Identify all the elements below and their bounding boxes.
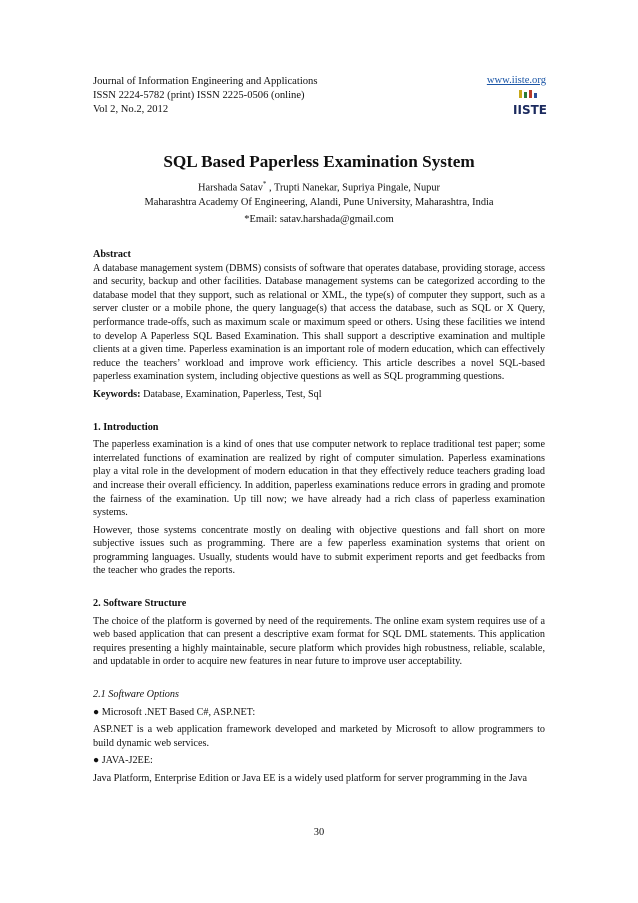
keywords-list: Database, Examination, Paperless, Test, Sql (140, 388, 322, 400)
keywords-label: Keywords: (93, 388, 141, 400)
svg-text:IISTE: IISTE (513, 103, 547, 117)
section-2-heading: 2. Software Structure (93, 598, 187, 610)
abstract-text: A database management system (DBMS) consists of software that operates database, providing storage, access and security, backup and other facilities. Database management systems can be categorized according to the database model that they support, such as relational or XML, the type(s) of computer they support, such as a server cluster or a mobile phone, the query language(s) that access the database, such as SQL or X Query, performance trade-offs, such as maximum scale or maximum speed or others. Using these facilities we intend to develop A Paperless SQL Based Examination. This shall support a descriptive examination and multiple clients at a given time. Paperless examination is an important role of modern education, which can effectively reduce the teachers’ workload and improve work efficiency. This article describes a novel SQL-based paperless examination system, including objective questions as well as SQL programming questions. (93, 262, 545, 383)
paper-body (93, 248, 545, 786)
abstract-heading: Abstract (93, 249, 131, 260)
page-number: 30 (313, 827, 325, 838)
journal-url-link[interactable]: www.iiste.org (486, 75, 546, 86)
author-rest: , Trupti Nanekar, Supriya Pingale, Nupur (266, 182, 441, 194)
subsection-2-1-paragraph-2: Java Platform, Enterprise Edition or Java EE is a widely used platform for server programming in the Java (93, 773, 527, 784)
subsection-2-1-paragraph-1: ASP.NET is a web application framework developed and marketed by Microsoft to allow programmers to build dynamic web services. (93, 724, 545, 749)
journal-issn: ISSN 2224-5782 (print) ISSN 2225-0506 (online) (93, 90, 305, 101)
section-1-paragraph-2: However, those systems concentrate mostly on dealing with objective questions and fall short on more subjective issues such as programming. There are a few paperless examination systems that orient on programming languages. Usually, students would have to submit experiment reports and get feedbacks from the teacher who grades the reports. (93, 524, 545, 577)
paper-title: SQL Based Paperless Examination System (163, 152, 475, 171)
affiliation: Maharashtra Academy Of Engineering, Alandi, Pune University, Maharashtra, India (144, 197, 494, 208)
subsection-2-1-heading: 2.1 Software Options (93, 689, 179, 701)
bullet-dotnet: ● Microsoft .NET Based C#, ASP.NET: (93, 706, 256, 718)
journal-header (93, 75, 317, 117)
section-1-heading: 1. Introduction (93, 421, 159, 433)
author-email: *Email: satav.harshada@gmail.com (244, 214, 394, 225)
author-first: Harshada Satav (197, 182, 263, 194)
journal-volume: Vol 2, No.2, 2012 (93, 104, 169, 115)
journal-name: Journal of Information Engineering and Applications (93, 76, 318, 87)
keywords-line (93, 388, 545, 402)
bullet-java: ● JAVA-J2EE: (93, 755, 153, 767)
iiste-logo-icon (515, 90, 545, 118)
corresponding-mark: * (262, 180, 267, 188)
section-2-paragraph-1: The choice of the platform is governed by need of the requirements. The online exam system requires use of a web based application that can present a descriptive exam format for SQL DML statements. This application requires presenting a highly maintainable, secure platform which provides high robustness, reliable, scalable, and updatable in order to acquire new features in near future to improve user acceptability. (93, 615, 545, 668)
author-list (0, 180, 638, 193)
section-1-paragraph-1: The paperless examination is a kind of ones that use computer network to replace traditional test paper; some interrelated functions of examination are realized by right of computer simulation. Paperless examinations play a vital role in the development of modern education in that they effectively reduce teachers grading load and increase their overall efficiency. In addition, paperless examinations reduce errors in grading and promote the fairness of the examination. Up till now; we have already had a rich class of paperless examination systems. (93, 439, 545, 519)
